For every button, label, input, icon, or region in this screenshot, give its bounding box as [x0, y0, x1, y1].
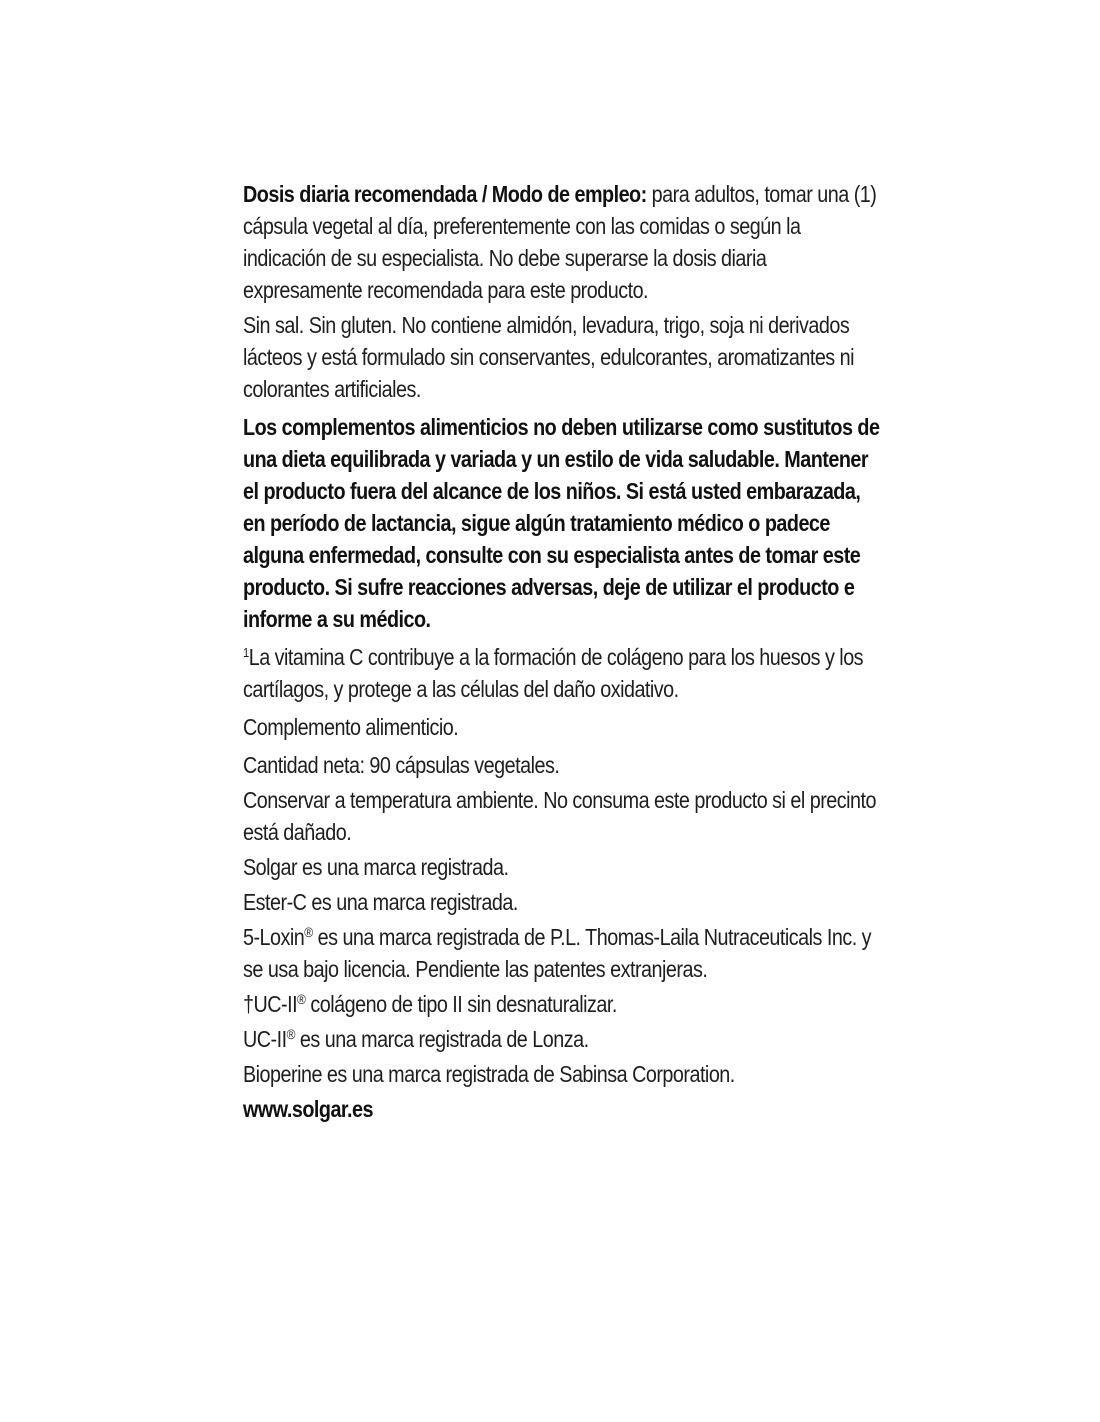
product-label-text: [243, 178, 884, 1125]
trademark-ucii: es una marca registrada de Lonza.: [294, 1026, 589, 1052]
dosage-text: para adultos, tomar una (1) cápsula vegetal al día, preferentemente con las comidas o según la indicación de su especialista. No debe superarse la dosis diaria expresamente recomendada para este producto.: [243, 181, 877, 303]
footnote-marker: 1: [243, 645, 249, 660]
free-from-paragraph: Sin sal. Sin gluten. No contiene almidón, levadura, trigo, soja ni derivados lácteos y está formulado sin conservantes, edulcorantes, aromatizantes ni colorantes artificiales.: [243, 312, 855, 402]
dosage-heading: Dosis diaria recomendada / Modo de empleo:: [243, 181, 647, 207]
storage-paragraph: Conservar a temperatura ambiente. No consuma este producto si el precinto está dañado.: [243, 787, 877, 845]
ucii-description-paragraph: [243, 988, 884, 1020]
website-link: www.solgar.es: [243, 1096, 373, 1122]
vitamin-c-claim-paragraph: [243, 641, 884, 705]
registered-mark: ®: [297, 991, 306, 1007]
warning-paragraph: Los complementos alimenticios no deben utilizarse como sustitutos de una dieta equilibrada y variada y un estilo de vida saludable. Mantener el producto fuera del alcance de los niños. Si está usted embarazada, en período de lactancia, sigue algún tratamiento médico o padece alguna enfermedad, consulte con su especialista antes de tomar este producto. Si sufre reacciones adversas, deje de utilizar el producto e informe a su médico.: [243, 414, 880, 632]
ucii-description: colágeno de tipo II sin desnaturalizar.: [305, 991, 617, 1017]
product-type: Complemento alimenticio.: [243, 714, 459, 740]
dosage-paragraph: [243, 178, 884, 306]
trademark-loxin: es una marca registrada de P.L. Thomas-Laila Nutraceuticals Inc. y se usa bajo licencia. Pendiente las patentes extranjeras.: [243, 924, 872, 982]
registered-mark: ®: [286, 1026, 295, 1042]
ucii-prefix: †UC-II: [243, 991, 298, 1017]
ucii-name: UC-II: [243, 1026, 287, 1052]
trademark-solgar: Solgar es una marca registrada.: [243, 854, 509, 880]
trademark-ucii-paragraph: [243, 1023, 884, 1055]
net-quantity: Cantidad neta: 90 cápsulas vegetales.: [243, 752, 560, 778]
vitamin-c-claim: La vitamina C contribuye a la formación de colágeno para los huesos y los cartílagos, y protege a las células del daño oxidativo.: [243, 644, 864, 702]
registered-mark: ®: [304, 924, 313, 940]
loxin-name: 5-Loxin: [243, 924, 305, 950]
trademark-esterc: Ester-C es una marca registrada.: [243, 889, 518, 915]
trademark-bioperine: Bioperine es una marca registrada de Sabinsa Corporation.: [243, 1061, 735, 1087]
trademark-loxin-paragraph: [243, 921, 884, 985]
